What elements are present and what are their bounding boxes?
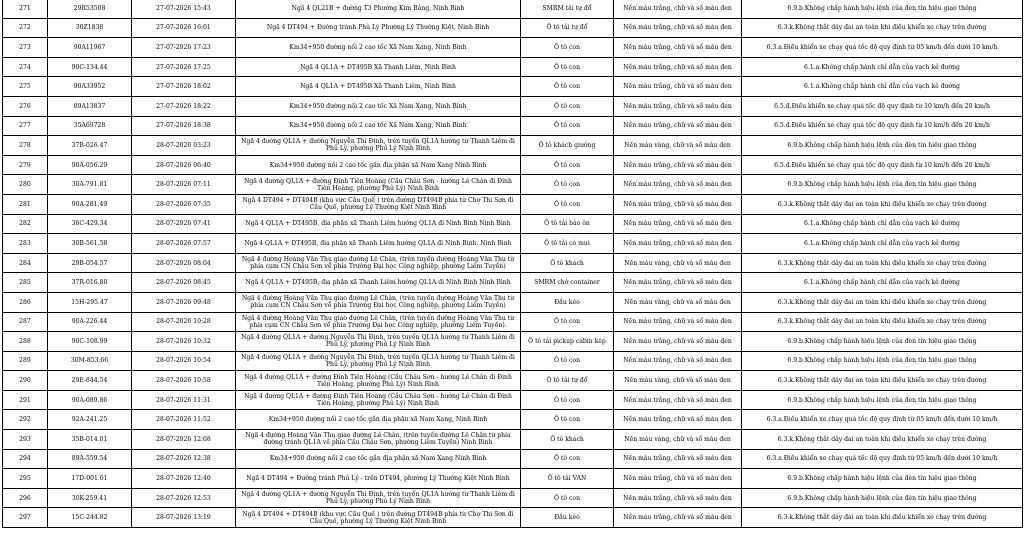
license-plate-cell: 15H-295.47 [48, 292, 132, 312]
vehicle-type-cell: Ô tô con [521, 488, 614, 508]
table-row [3, 332, 1023, 352]
vehicle-type-cell: Ô tô tải VAN [521, 469, 614, 489]
violation-cell: 6.3.k.Không thắt dây đai an toàn khi điều khiển xe chạy trên đường [742, 312, 1023, 332]
table-row [3, 469, 1023, 489]
location-cell: Km34+950 đường nối 2 cao tốc gần địa phận xã Nam Xang Ninh Bình [236, 449, 521, 469]
table-row [3, 312, 1023, 332]
table-row [3, 508, 1023, 528]
row-number-cell: 297 [3, 508, 48, 528]
table-row [3, 351, 1023, 371]
row-number-cell: 292 [3, 410, 48, 430]
timestamp-cell: 28-07-2026 13:19 [132, 508, 236, 528]
location-cell: Km34+950 đường nối 2 cao tốc gần địa phận xã Nam Xang Ninh Bình [236, 155, 521, 175]
violation-cell: 6.3.k.Không thắt dây đai an toàn khi điều khiển xe chạy trên đường [742, 194, 1023, 214]
license-plate-cell: 90A-226.44 [48, 312, 132, 332]
table-row [3, 77, 1023, 97]
timestamp-cell: 27-07-2026 17:23 [132, 38, 236, 58]
vehicle-type-cell: Ô tô con [521, 351, 614, 371]
plate-color-cell: Nền màu trắng, chữ và số màu đen [614, 38, 742, 58]
row-number-cell: 277 [3, 116, 48, 136]
timestamp-cell: 28-07-2026 12:53 [132, 488, 236, 508]
license-plate-cell: 30Z1838 [48, 18, 132, 38]
vehicle-type-cell: Ô tô con [521, 116, 614, 136]
location-cell: Km34+950 đường nối 2 cao tốc Xã Nam Xang, Ninh Bình [236, 116, 521, 136]
table-row [3, 214, 1023, 234]
license-plate-cell: 90C-134.44 [48, 57, 132, 77]
timestamp-cell: 27-07-2026 17:25 [132, 57, 236, 77]
row-number-cell: 284 [3, 253, 48, 273]
table-row [3, 38, 1023, 58]
location-cell: Ngã 4 đường QL1A + đường Nguyễn Thị Định, trên tuyến QL1A hướng từ Thanh Liêm đi Phủ Lý, phường Phủ Lý Ninh Bình [236, 351, 521, 371]
row-number-cell: 274 [3, 57, 48, 77]
location-cell: Ngã 4 QL21B + đường T3 Phường Kim Bảng, Ninh Bình [236, 0, 521, 18]
location-cell: Ngã 4 DT494 + DT494B (khu vực Cầu Quế ) trên đường DT494B phía từ Chợ Thi Sơn đi Cầu Quế, phường Lý Thường Kiệt Ninh Bình [236, 194, 521, 214]
row-number-cell: 285 [3, 273, 48, 293]
timestamp-cell: 27-07-2026 18:22 [132, 96, 236, 116]
license-plate-cell: 29R53508 [48, 0, 132, 18]
timestamp-cell: 28-07-2026 10:58 [132, 371, 236, 391]
plate-color-cell: Nền màu trắng, chữ và số màu đen [614, 508, 742, 528]
timestamp-cell: 28-07-2026 12:40 [132, 469, 236, 489]
violation-cell: 6.9.b.Không chấp hành hiệu lệnh của đèn tín hiệu giao thông [742, 136, 1023, 156]
timestamp-cell: 28-07-2026 12:38 [132, 449, 236, 469]
plate-color-cell: Nền màu trắng, chữ và số màu đen [614, 351, 742, 371]
timestamp-cell: 28-07-2026 12:08 [132, 430, 236, 450]
plate-color-cell: Nền màu vàng, chữ và số màu đen [614, 430, 742, 450]
row-number-cell: 279 [3, 155, 48, 175]
license-plate-cell: 30B-561.58 [48, 234, 132, 254]
violation-cell: 6.9.b.Không chấp hành hiệu lệnh của đèn tín hiệu giao thông [742, 390, 1023, 410]
license-plate-cell: 90A11967 [48, 38, 132, 58]
license-plate-cell: 37R-016.80 [48, 273, 132, 293]
plate-color-cell: Nền màu trắng, chữ và số màu đen [614, 96, 742, 116]
timestamp-cell: 27-07-2026 15:43 [132, 0, 236, 18]
table-row [3, 410, 1023, 430]
location-cell: Ngã 4 DT494 + Đường tránh Phủ Lý Phường Lý Thường Kiệt, Ninh Bình [236, 18, 521, 38]
vehicle-type-cell: Đầu kéo [521, 292, 614, 312]
row-number-cell: 288 [3, 332, 48, 352]
license-plate-cell: 15C-244.82 [48, 508, 132, 528]
location-cell: Ngã 4 đường Hoàng Văn Thụ giao đường Lê Chân, (trên tuyến đường Hoàng Văn Thụ từ phía cụm CN Châu Sơn về phía Trường Đại học Công nghiệp, phường Liêm Tuyền) [236, 253, 521, 273]
row-number-cell: 289 [3, 351, 48, 371]
table-row [3, 96, 1023, 116]
violation-cell: 6.3.k.Không thắt dây đai an toàn khi điều khiển xe chạy trên đường [742, 371, 1023, 391]
violation-cell: 6.9.b.Không chấp hành hiệu lệnh của đèn tín hiệu giao thông [742, 351, 1023, 371]
vehicle-type-cell: Ô tô tải pickup cabin kép [521, 332, 614, 352]
location-cell: Ngã 4 đường QL1A + đường Nguyễn Thị Định, trên tuyến QL1A hướng từ Thanh Liêm đi Phủ Lý, phường Phủ Lý Ninh Bình [236, 136, 521, 156]
violation-cell: 6.9.b.Không chấp hành hiệu lệnh của đèn tín hiệu giao thông [742, 469, 1023, 489]
vehicle-type-cell: Ô tô khách giường [521, 136, 614, 156]
timestamp-cell: 28-07-2026 07:11 [132, 175, 236, 195]
violation-cell: 6.9.b.Không chấp hành hiệu lệnh của đèn tín hiệu giao thông [742, 175, 1023, 195]
violation-cell: 6.9.b.Không chấp hành hiệu lệnh của đèn tín hiệu giao thông [742, 332, 1023, 352]
license-plate-cell: 30A-791.81 [48, 175, 132, 195]
plate-color-cell: Nền màu trắng, chữ và số màu đen [614, 273, 742, 293]
plate-color-cell: Nền màu trắng, chữ và số màu đen [614, 410, 742, 430]
row-number-cell: 296 [3, 488, 48, 508]
vehicle-type-cell: Ô tô con [521, 194, 614, 214]
table-row [3, 449, 1023, 469]
row-number-cell: 293 [3, 430, 48, 450]
license-plate-cell: 35A69728 [48, 116, 132, 136]
license-plate-cell: 89A-559.54 [48, 449, 132, 469]
table-row [3, 253, 1023, 273]
timestamp-cell: 28-07-2026 07:35 [132, 194, 236, 214]
timestamp-cell: 28-07-2026 10:32 [132, 332, 236, 352]
location-cell: Ngã 4 đường Hoàng Văn Thụ giao đường Lê Chân, (trên tuyến đường Hoàng Văn Thụ từ phía cụm CN Châu Sơn về phía Trường Đại học Công nghiệp, phường Liêm Tuyền) [236, 292, 521, 312]
plate-color-cell: Nền màu vàng, chữ và số màu đen [614, 371, 742, 391]
license-plate-cell: 90A-089.86 [48, 390, 132, 410]
vehicle-type-cell: Ô tô tải bảo ôn [521, 214, 614, 234]
vehicle-type-cell: SMRM chở container [521, 273, 614, 293]
vehicle-type-cell: Ô tô con [521, 312, 614, 332]
table-row [3, 430, 1023, 450]
table-row [3, 57, 1023, 77]
location-cell: Km34+950 đường nối 2 cao tốc Xã Nam Xang, Ninh Bình [236, 96, 521, 116]
timestamp-cell: 28-07-2026 09:48 [132, 292, 236, 312]
table-row [3, 175, 1023, 195]
violation-cell: 6.3.k.Không thắt dây đai an toàn khi điều khiển xe chạy trên đường [742, 253, 1023, 273]
table-row [3, 488, 1023, 508]
violation-cell: 6.3.k.Không thắt dây đai an toàn khi điều khiển xe chạy trên đường [742, 18, 1023, 38]
timestamp-cell: 28-07-2026 03:23 [132, 136, 236, 156]
row-number-cell: 290 [3, 371, 48, 391]
plate-color-cell: Nền màu trắng, chữ và số màu đen [614, 312, 742, 332]
vehicle-type-cell: Ô tô con [521, 410, 614, 430]
location-cell: Ngã 4 QL1A + DT495B, địa phận xã Thanh Liêm hướng QL1A đi Ninh Bình Ninh Bình [236, 214, 521, 234]
violation-cell: 6.3.k.Không thắt dây đai an toàn khi điều khiển xe chạy trên đường [742, 292, 1023, 312]
violation-cell: 6.9.b.Không chấp hành hiệu lệnh của đèn tín hiệu giao thông [742, 488, 1023, 508]
violation-cell: 6.3.k.Không thắt dây đai an toàn khi điều khiển xe chạy trên đường [742, 430, 1023, 450]
table-row [3, 292, 1023, 312]
table-row [3, 116, 1023, 136]
location-cell: Ngã 4 DT494 + Đường tránh Phủ Lý - trên DT494, phường Lý Thường Kiệt Ninh Bình [236, 469, 521, 489]
table-row [3, 0, 1023, 18]
violation-cell: 6.5.đ.Điều khiển xe chạy quá tốc độ quy định từ 10 km/h đến 20 km/h [742, 116, 1023, 136]
plate-color-cell: Nền màu trắng, chữ và số màu đen [614, 77, 742, 97]
violation-cell: 6.1.a.Không chấp hành chỉ dẫn của vạch kẻ đường [742, 273, 1023, 293]
vehicle-type-cell: Ô tô con [521, 155, 614, 175]
license-plate-cell: 30M-853.66 [48, 351, 132, 371]
table-row [3, 234, 1023, 254]
location-cell: Ngã 4 QL1A + DT495B Xã Thanh Liêm, Ninh Bình [236, 57, 521, 77]
table-row [3, 390, 1023, 410]
plate-color-cell: Nền màu vàng, chữ và số màu đen [614, 292, 742, 312]
violation-cell: 6.3.a.Điều khiển xe chạy quá tốc độ quy định từ 05 km/h đến dưới 10 km/h [742, 449, 1023, 469]
vehicle-type-cell: Ô tô tải tự đổ [521, 18, 614, 38]
row-number-cell: 275 [3, 77, 48, 97]
location-cell: Km34+950 đường nối 2 cao tốc Xã Nam Xang, Ninh Bình [236, 38, 521, 58]
plate-color-cell: Nền màu trắng, chữ và số màu đen [614, 0, 742, 18]
license-plate-cell: 17D-001.61 [48, 469, 132, 489]
table-row [3, 371, 1023, 391]
violation-cell: 6.1.a.Không chấp hành chỉ dẫn của vạch kẻ đường [742, 77, 1023, 97]
location-cell: Ngã 4 đường QL1A + đường Đinh Tiên Hoàng (Cầu Châu Sơn - hướng Lê Chân đi Đinh Tiên Hoàng, phường Phủ Lý) Ninh Bình [236, 390, 521, 410]
plate-color-cell: Nền màu trắng, chữ và số màu đen [614, 332, 742, 352]
plate-color-cell: Nền màu trắng, chữ và số màu đen [614, 214, 742, 234]
violation-cell: 6.9.b.Không chấp hành hiệu lệnh của đèn tín hiệu giao thông [742, 0, 1023, 18]
location-cell: Ngã 4 QL1A + DT495B, địa phận xã Thanh Liêm hướng QL1A đi Ninh Bình. Ninh Bình [236, 234, 521, 254]
timestamp-cell: 28-07-2026 10:54 [132, 351, 236, 371]
violations-table-sheet [2, 0, 1022, 528]
timestamp-cell: 28-07-2026 11:52 [132, 410, 236, 430]
timestamp-cell: 28-07-2026 11:31 [132, 390, 236, 410]
plate-color-cell: Nền màu trắng, chữ và số màu đen [614, 390, 742, 410]
license-plate-cell: 37B-026.47 [48, 136, 132, 156]
license-plate-cell: 36C-429.34 [48, 214, 132, 234]
vehicle-type-cell: Ô tô con [521, 77, 614, 97]
vehicle-type-cell: Ô tô khách [521, 253, 614, 273]
violations-table [2, 0, 1023, 528]
vehicle-type-cell: Ô tô con [521, 38, 614, 58]
row-number-cell: 278 [3, 136, 48, 156]
row-number-cell: 286 [3, 292, 48, 312]
vehicle-type-cell: Ô tô con [521, 96, 614, 116]
row-number-cell: 295 [3, 469, 48, 489]
license-plate-cell: 90A-056.29 [48, 155, 132, 175]
license-plate-cell: 30K-259.41 [48, 488, 132, 508]
row-number-cell: 287 [3, 312, 48, 332]
vehicle-type-cell: Ô tô con [521, 175, 614, 195]
row-number-cell: 271 [3, 0, 48, 18]
row-number-cell: 272 [3, 18, 48, 38]
table-row [3, 18, 1023, 38]
row-number-cell: 276 [3, 96, 48, 116]
location-cell: Ngã 4 DT494 + DT494B (khu vực Cầu Quế ) trên đường DT494B phía từ Chợ Thi Sơn đi Cầu Quế, phường Lý Thường Kiệt Ninh Bình [236, 508, 521, 528]
timestamp-cell: 27-07-2026 18:02 [132, 77, 236, 97]
row-number-cell: 283 [3, 234, 48, 254]
location-cell: Ngã 4 đường QL1A + đường Nguyễn Thị Định, trên tuyến QL1A hướng từ Thanh Liêm đi Phủ Lý, phường Phủ Lý Ninh Bình [236, 488, 521, 508]
license-plate-cell: 29B-054.57 [48, 253, 132, 273]
timestamp-cell: 28-07-2026 06:40 [132, 155, 236, 175]
vehicle-type-cell: Ô tô tải có mui [521, 234, 614, 254]
location-cell: Km34+950 đường nối 2 cao tốc gần địa phận xã Nam Xang, Ninh Bình [236, 410, 521, 430]
plate-color-cell: Nền màu vàng, chữ và số màu đen [614, 253, 742, 273]
vehicle-type-cell: SMRM tải tự đổ [521, 0, 614, 18]
violation-cell: 6.3.k.Không thắt dây đai an toàn khi điều khiển xe chạy trên đường [742, 508, 1023, 528]
plate-color-cell: Nền màu trắng, chữ và số màu đen [614, 18, 742, 38]
license-plate-cell: 29E-844.54 [48, 371, 132, 391]
violation-cell: 6.1.a.Không chấp hành chỉ dẫn của vạch kẻ đường [742, 57, 1023, 77]
table-row [3, 273, 1023, 293]
plate-color-cell: Nền màu trắng, chữ và số màu đen [614, 175, 742, 195]
violation-cell: 6.5.đ.Điều khiển xe chạy quá tốc độ quy định từ 10 km/h đến 20 km/h [742, 96, 1023, 116]
row-number-cell: 281 [3, 194, 48, 214]
row-number-cell: 294 [3, 449, 48, 469]
license-plate-cell: 90A33952 [48, 77, 132, 97]
timestamp-cell: 27-07-2026 16:01 [132, 18, 236, 38]
row-number-cell: 282 [3, 214, 48, 234]
location-cell: Ngã 4 QL1A + DT495B, địa phận xã Thanh Liêm hướng QL1A đi Ninh Bình Ninh Bình [236, 273, 521, 293]
row-number-cell: 280 [3, 175, 48, 195]
location-cell: Ngã 4 QL1A + DT495B Xã Thanh Liêm, Ninh Bình [236, 77, 521, 97]
timestamp-cell: 27-07-2026 18:38 [132, 116, 236, 136]
vehicle-type-cell: Ô tô con [521, 390, 614, 410]
timestamp-cell: 28-07-2026 10:28 [132, 312, 236, 332]
plate-color-cell: Nền màu trắng, chữ và số màu đen [614, 57, 742, 77]
location-cell: Ngã 4 đường QL1A + đường Đinh Tiên Hoàng (Cầu Châu Sơn - hướng Lê Chân đi Đinh Tiên Hoàng, phường Phủ Lý) Ninh Bình [236, 371, 521, 391]
license-plate-cell: 90C-108.99 [48, 332, 132, 352]
license-plate-cell: 92A-241.25 [48, 410, 132, 430]
violation-cell: 6.3.a.Điều khiển xe chạy quá tốc độ quy định từ 05 km/h đến dưới 10 km/h [742, 38, 1023, 58]
location-cell: Ngã 4 đường Hoàng Văn Thụ giao đường Lê Chân, (trên tuyến đường Hoàng Văn Thụ từ phía cụm CN Châu Sơn về phía Trường Đại học Công nghiệp, phường Liêm Tuyền). [236, 312, 521, 332]
plate-color-cell: Nền màu trắng, chữ và số màu đen [614, 488, 742, 508]
row-number-cell: 291 [3, 390, 48, 410]
row-number-cell: 273 [3, 38, 48, 58]
vehicle-type-cell: Ô tô khách [521, 430, 614, 450]
plate-color-cell: Nền màu trắng, chữ và số màu đen [614, 194, 742, 214]
location-cell: Ngã 4 đường QL1A + đường Đinh Tiên Hoàng (Cầu Châu Sơn - hướng Lê Chân đi Đinh Tiên Hoàng, phường Phủ Lý) Ninh Bình [236, 175, 521, 195]
timestamp-cell: 28-07-2026 07:41 [132, 214, 236, 234]
license-plate-cell: 89A13837 [48, 96, 132, 116]
violation-cell: 6.1.a.Không chấp hành chỉ dẫn của vạch kẻ đường [742, 214, 1023, 234]
table-row [3, 194, 1023, 214]
plate-color-cell: Nền màu trắng, chữ và số màu đen [614, 449, 742, 469]
location-cell: Ngã 4 đường Hoàng Văn Thụ giao đường Lê Chân, (trên tuyến đường Lê Chân từ phía đường tránh QL1A về phía Cầu Châu Sơn, phường Liêm Tuyền) Ninh Bình [236, 430, 521, 450]
timestamp-cell: 28-07-2026 08:04 [132, 253, 236, 273]
vehicle-type-cell: Ô tô con [521, 449, 614, 469]
vehicle-type-cell: Ô tô con [521, 57, 614, 77]
plate-color-cell: Nền màu trắng, chữ và số màu đen [614, 469, 742, 489]
license-plate-cell: 90A-281.49 [48, 194, 132, 214]
vehicle-type-cell: Đầu kéo [521, 508, 614, 528]
table-row [3, 155, 1023, 175]
plate-color-cell: Nền màu trắng, chữ và số màu đen [614, 234, 742, 254]
timestamp-cell: 28-07-2026 07:57 [132, 234, 236, 254]
plate-color-cell: Nền màu trắng, chữ và số màu đen [614, 155, 742, 175]
table-row [3, 136, 1023, 156]
violation-cell: 6.5.đ.Điều khiển xe chạy quá tốc độ quy định từ 10 km/h đến 20 km/h [742, 155, 1023, 175]
license-plate-cell: 35B-014.01 [48, 430, 132, 450]
location-cell: Ngã 4 đường QL1A + đường Nguyễn Thị Định, trên tuyến QL1A hướng từ Thanh Liêm đi Phủ Lý, phường Phủ Lý Ninh Bình [236, 332, 521, 352]
timestamp-cell: 28-07-2026 08:45 [132, 273, 236, 293]
vehicle-type-cell: Ô tô tải tự đổ [521, 371, 614, 391]
plate-color-cell: Nền màu trắng, chữ và số màu đen [614, 116, 742, 136]
violation-cell: 6.3.a.Điều khiển xe chạy quá tốc độ quy định từ 05 km/h đến dưới 10 km/h [742, 410, 1023, 430]
violations-table-body [3, 0, 1023, 528]
plate-color-cell: Nền màu vàng, chữ và số màu đen [614, 136, 742, 156]
violation-cell: 6.1.a.Không chấp hành chỉ dẫn của vạch kẻ đường [742, 234, 1023, 254]
